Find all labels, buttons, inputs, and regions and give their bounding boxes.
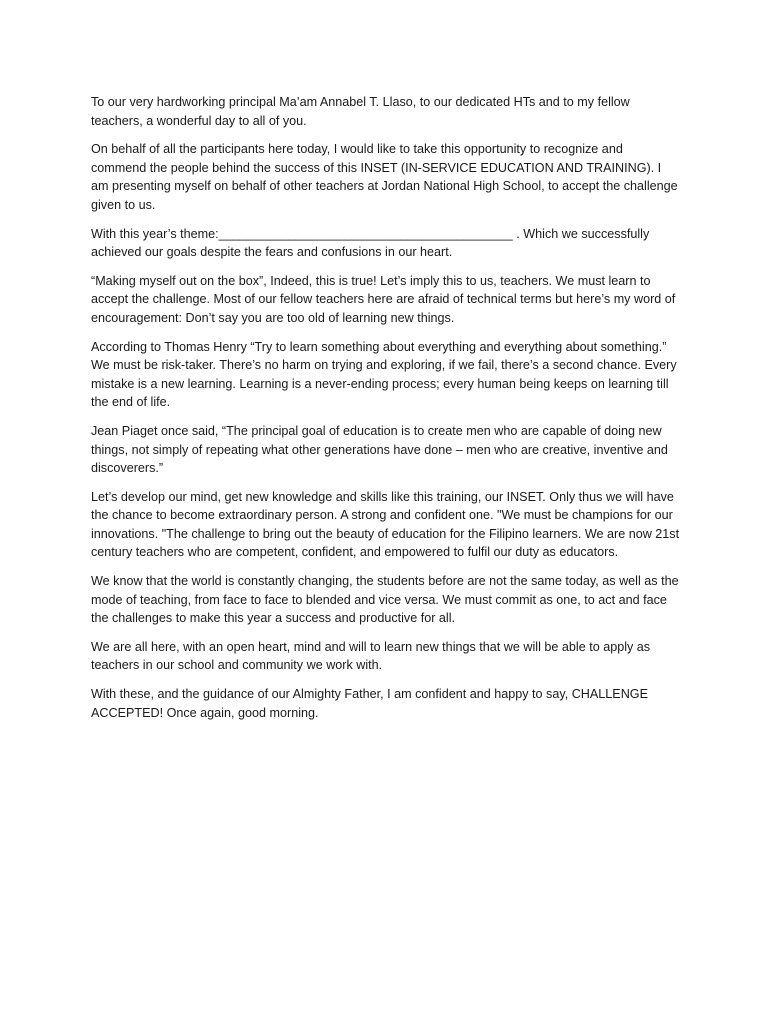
- paragraph-greeting: To our very hardworking principal Ma’am Annabel T. Llaso, to our dedicated HTs and to my fellow teachers, a wonderful day to all of you.: [91, 95, 630, 128]
- paragraph-thomas-henry: According to Thomas Henry “Try to learn something about everything and everything about something.” We must be risk-taker. There’s no harm on trying and exploring, if we fail, there’s a second chance. Every mistake is a new learning. Learning is a never-ending process; every human being keeps on learning till the end of life.: [91, 339, 677, 410]
- paragraph-making-myself: “Making myself out on the box”, Indeed, this is true! Let’s imply this to us, teachers. We must learn to accept the challenge. Most of our fellow teachers here are afraid of technical terms but here’s my word of encouragement: Don’t say you are too old of learning new things.: [91, 273, 676, 325]
- paragraph-jean-piaget: Jean Piaget once said, “The principal goal of education is to create men who are capable of doing new things, not simply of repeating what other generations have done – men who are creative, inventive and discoverers.”: [91, 423, 668, 476]
- paragraph-closing: With these, and the guidance of our Almighty Father, I am confident and happy to say, CHALLENGE ACCEPTED! Once again, good morning.: [91, 687, 649, 720]
- paragraph-behalf: On behalf of all the participants here today, I would like to take this opportunity to recognize and commend the people behind the success of this INSET (IN-SERVICE EDUCATION AND TRAINING). I am presenting myself on behalf of other teachers at Jordan National High School, to accept the challenge given to us.: [91, 142, 678, 212]
- paragraph-theme: With this year’s theme:__________________________________________ . Which we successfully achieved our goals despite the fears and confusions in our heart.: [91, 226, 650, 260]
- paragraph-develop-mind: Let’s develop our mind, get new knowledge and skills like this training, our INSET. Only thus we will have the chance to become extraordinary person. A strong and confident one. "We must be champions for our innovations. "The challenge to bring out the beauty of education for the Filipino learners. We are now 21st century teachers who are competent, confident, and empowered to fulfil our duty as educators.: [91, 489, 680, 560]
- document-body: [91, 93, 681, 732]
- paragraph-world-changing: We know that the world is constantly changing, the students before are not the same today, as well as the mode of teaching, from face to face to blended and vice versa. We must commit as one, to act and face the challenges to make this year a success and productive for all.: [91, 574, 679, 626]
- paragraph-open-heart: We are all here, with an open heart, mind and will to learn new things that we will be able to apply as teachers in our school and community we work with.: [91, 639, 651, 673]
